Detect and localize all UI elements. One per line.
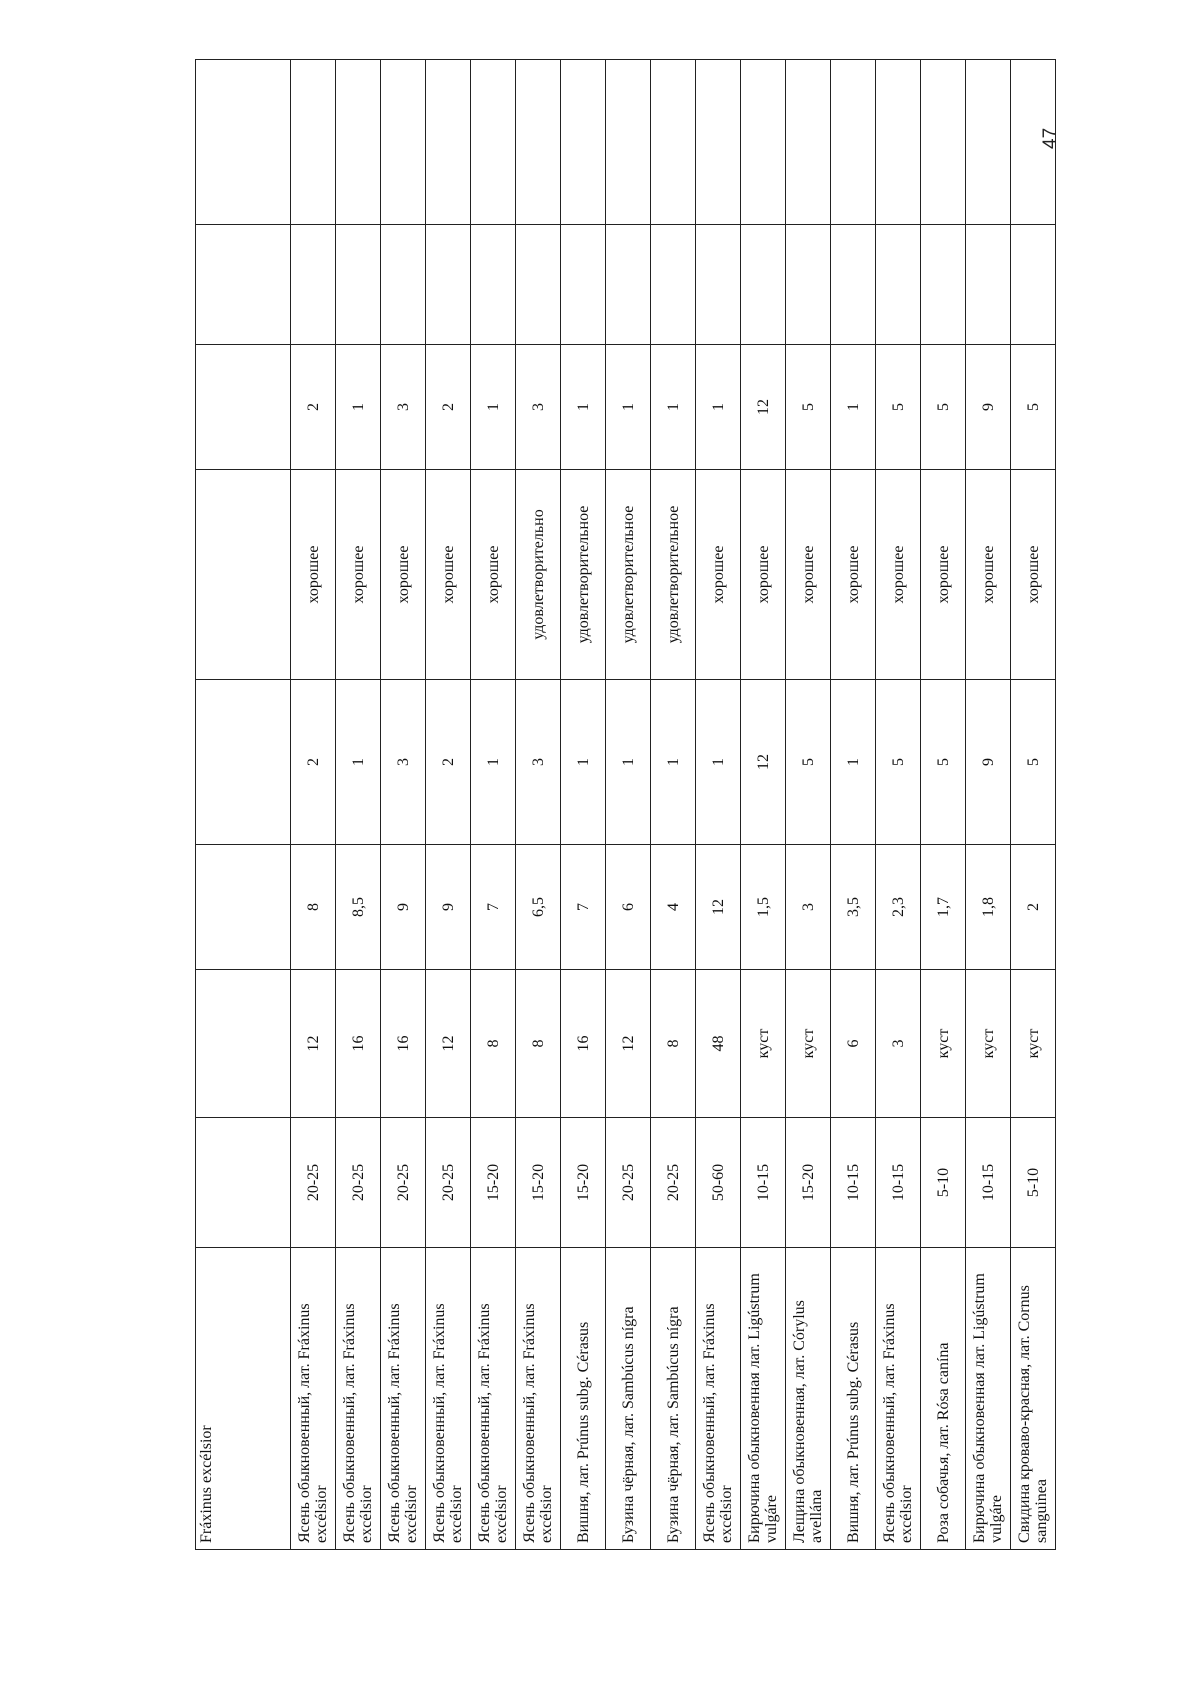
blank-cell [606, 60, 651, 225]
condition-cell: хорошее [921, 470, 966, 680]
condition-cell: хорошее [1011, 470, 1056, 680]
age-cell: 20-25 [336, 1118, 381, 1248]
blank-cell [381, 60, 426, 225]
table-row [786, 60, 831, 1550]
blank-cell [291, 60, 336, 225]
count2-cell: 1 [651, 345, 696, 470]
species-cell: Ясень обыкновенный, лат. Fráxinus excélsior [336, 1248, 381, 1550]
species-cell: Ясень обыкновенный, лат. Fráxinus excélsior [696, 1248, 741, 1550]
count2-cell: 5 [876, 345, 921, 470]
species-cell: Бузина чёрная, лат. Sambúcus nígra [651, 1248, 696, 1550]
diameter-cell: 8 [291, 845, 336, 970]
height-cell: 8 [651, 970, 696, 1118]
blank-cell [831, 225, 876, 345]
count-cell: 3 [516, 680, 561, 845]
blank-cell [966, 225, 1011, 345]
table-row [606, 60, 651, 1550]
count-cell: 2 [426, 680, 471, 845]
table-body [196, 60, 1056, 1550]
blank-cell [381, 225, 426, 345]
species-cell: Ясень обыкновенный, лат. Fráxinus excélsior [471, 1248, 516, 1550]
count-cell: 1 [651, 680, 696, 845]
diameter-cell: 6 [606, 845, 651, 970]
age-cell: 10-15 [831, 1118, 876, 1248]
age-cell: 50-60 [696, 1118, 741, 1248]
condition-cell: хорошее [696, 470, 741, 680]
blank-cell [336, 225, 381, 345]
condition-cell: удовлетворительное [606, 470, 651, 680]
condition-cell: удовлетворительно [516, 470, 561, 680]
condition-cell: хорошее [966, 470, 1011, 680]
count2-cell: 9 [966, 345, 1011, 470]
age-cell: 5-10 [921, 1118, 966, 1248]
diameter-cell: 12 [696, 845, 741, 970]
condition-cell: хорошее [741, 470, 786, 680]
blank-cell [471, 60, 516, 225]
condition-cell: удовлетворительное [651, 470, 696, 680]
diameter-cell: 9 [381, 845, 426, 970]
height-cell [196, 970, 291, 1118]
condition-cell: хорошее [381, 470, 426, 680]
age-cell: 15-20 [471, 1118, 516, 1248]
age-cell: 20-25 [291, 1118, 336, 1248]
count2-cell [196, 345, 291, 470]
blank-cell [696, 60, 741, 225]
diameter-cell: 2 [1011, 845, 1056, 970]
diameter-cell: 7 [561, 845, 606, 970]
table-row [651, 60, 696, 1550]
blank-cell [966, 60, 1011, 225]
height-cell: 12 [426, 970, 471, 1118]
blank-cell [1011, 225, 1056, 345]
diameter-cell: 1,7 [921, 845, 966, 970]
table-row [516, 60, 561, 1550]
height-cell: 16 [336, 970, 381, 1118]
blank-cell [876, 60, 921, 225]
blank-cell [196, 60, 291, 225]
height-cell: 3 [876, 970, 921, 1118]
blank-cell [471, 225, 516, 345]
age-cell: 20-25 [606, 1118, 651, 1248]
count-cell: 9 [966, 680, 1011, 845]
blank-cell [741, 225, 786, 345]
species-cell: Бирючина обыкновенная лат. Ligústrum vulgáre [966, 1248, 1011, 1550]
age-cell: 15-20 [786, 1118, 831, 1248]
blank-cell [606, 225, 651, 345]
blank-cell [426, 60, 471, 225]
table-row [1011, 60, 1056, 1550]
species-cell: Лещина обыкновенная, лат. Córylus avellána [786, 1248, 831, 1550]
blank-cell [876, 225, 921, 345]
count2-cell: 2 [426, 345, 471, 470]
blank-cell [516, 60, 561, 225]
diameter-cell: 3 [786, 845, 831, 970]
blank-cell [561, 60, 606, 225]
age-cell [196, 1118, 291, 1248]
count2-cell: 3 [381, 345, 426, 470]
table-row [291, 60, 336, 1550]
table-row [831, 60, 876, 1550]
blank-cell [741, 60, 786, 225]
count-cell: 12 [741, 680, 786, 845]
height-cell: 12 [291, 970, 336, 1118]
blank-cell [516, 225, 561, 345]
age-cell: 20-25 [651, 1118, 696, 1248]
blank-cell [831, 60, 876, 225]
count-cell: 1 [471, 680, 516, 845]
height-cell: 6 [831, 970, 876, 1118]
count-cell: 1 [831, 680, 876, 845]
height-cell: куст [741, 970, 786, 1118]
condition-cell: хорошее [471, 470, 516, 680]
count2-cell: 2 [291, 345, 336, 470]
table-row [426, 60, 471, 1550]
count2-cell: 1 [336, 345, 381, 470]
count2-cell: 5 [1011, 345, 1056, 470]
count-cell [196, 680, 291, 845]
diameter-cell: 1,8 [966, 845, 1011, 970]
count-cell: 2 [291, 680, 336, 845]
count-cell: 5 [876, 680, 921, 845]
blank-cell [651, 225, 696, 345]
condition-cell: хорошее [336, 470, 381, 680]
table-row [471, 60, 516, 1550]
condition-cell: удовлетворительное [561, 470, 606, 680]
count-cell: 1 [336, 680, 381, 845]
species-cell: Ясень обыкновенный, лат. Fráxinus excélsior [291, 1248, 336, 1550]
count-cell: 1 [696, 680, 741, 845]
table-row [876, 60, 921, 1550]
condition-cell: хорошее [831, 470, 876, 680]
age-cell: 20-25 [426, 1118, 471, 1248]
blank-cell [196, 225, 291, 345]
height-cell: куст [786, 970, 831, 1118]
count-cell: 5 [1011, 680, 1056, 845]
species-cell: Ясень обыкновенный, лат. Fráxinus excélsior [426, 1248, 471, 1550]
diameter-cell: 7 [471, 845, 516, 970]
tree-inventory-table [195, 59, 1056, 1550]
table-row [966, 60, 1011, 1550]
diameter-cell: 4 [651, 845, 696, 970]
species-cell: Свидина кроваво-красная, лат. Cornus sanguinea [1011, 1248, 1056, 1550]
age-cell: 5-10 [1011, 1118, 1056, 1248]
table-row [381, 60, 426, 1550]
height-cell: 8 [471, 970, 516, 1118]
count2-cell: 5 [921, 345, 966, 470]
diameter-cell: 9 [426, 845, 471, 970]
count2-cell: 3 [516, 345, 561, 470]
count2-cell: 1 [831, 345, 876, 470]
diameter-cell: 3,5 [831, 845, 876, 970]
condition-cell: хорошее [426, 470, 471, 680]
diameter-cell: 2,3 [876, 845, 921, 970]
blank-cell [651, 60, 696, 225]
blank-cell [786, 60, 831, 225]
species-cell: Вишня, лат. Prúnus subg. Cérasus [561, 1248, 606, 1550]
height-cell: 12 [606, 970, 651, 1118]
count2-cell: 1 [696, 345, 741, 470]
species-cell: Ясень обыкновенный, лат. Fráxinus excélsior [516, 1248, 561, 1550]
condition-cell: хорошее [786, 470, 831, 680]
blank-cell [921, 225, 966, 345]
age-cell: 15-20 [561, 1118, 606, 1248]
count-cell: 5 [921, 680, 966, 845]
diameter-cell: 8,5 [336, 845, 381, 970]
count2-cell: 1 [606, 345, 651, 470]
diameter-cell: 6,5 [516, 845, 561, 970]
condition-cell [196, 470, 291, 680]
age-cell: 10-15 [741, 1118, 786, 1248]
table-row [921, 60, 966, 1550]
count-cell: 5 [786, 680, 831, 845]
height-cell: 16 [381, 970, 426, 1118]
species-cell: Fráxinus excélsior [196, 1248, 291, 1550]
height-cell: 16 [561, 970, 606, 1118]
species-cell: Роза собачья, лат. Rósa canína [921, 1248, 966, 1550]
page-number: 47 [1040, 127, 1061, 149]
height-cell: 48 [696, 970, 741, 1118]
species-cell: Ясень обыкновенный, лат. Fráxinus excélsior [876, 1248, 921, 1550]
table-row-continuation [196, 60, 291, 1550]
height-cell: 8 [516, 970, 561, 1118]
blank-cell [786, 225, 831, 345]
count2-cell: 12 [741, 345, 786, 470]
species-cell: Вишня, лат. Prúnus subg. Cérasus [831, 1248, 876, 1550]
blank-cell [336, 60, 381, 225]
count-cell: 3 [381, 680, 426, 845]
species-cell: Бирючина обыкновенная лат. Ligústrum vulgáre [741, 1248, 786, 1550]
count-cell: 1 [561, 680, 606, 845]
age-cell: 10-15 [876, 1118, 921, 1248]
height-cell: куст [921, 970, 966, 1118]
diameter-cell: 1,5 [741, 845, 786, 970]
diameter-cell [196, 845, 291, 970]
table-row [336, 60, 381, 1550]
blank-cell [921, 60, 966, 225]
blank-cell [696, 225, 741, 345]
species-cell: Бузина чёрная, лат. Sambúcus nígra [606, 1248, 651, 1550]
table-row [696, 60, 741, 1550]
count2-cell: 1 [471, 345, 516, 470]
table-row [561, 60, 606, 1550]
table-row [741, 60, 786, 1550]
count2-cell: 1 [561, 345, 606, 470]
height-cell: куст [1011, 970, 1056, 1118]
species-cell: Ясень обыкновенный, лат. Fráxinus excélsior [381, 1248, 426, 1550]
count2-cell: 5 [786, 345, 831, 470]
age-cell: 20-25 [381, 1118, 426, 1248]
condition-cell: хорошее [291, 470, 336, 680]
blank-cell [561, 225, 606, 345]
age-cell: 15-20 [516, 1118, 561, 1248]
blank-cell [426, 225, 471, 345]
blank-cell [291, 225, 336, 345]
age-cell: 10-15 [966, 1118, 1011, 1248]
condition-cell: хорошее [876, 470, 921, 680]
height-cell: куст [966, 970, 1011, 1118]
count-cell: 1 [606, 680, 651, 845]
